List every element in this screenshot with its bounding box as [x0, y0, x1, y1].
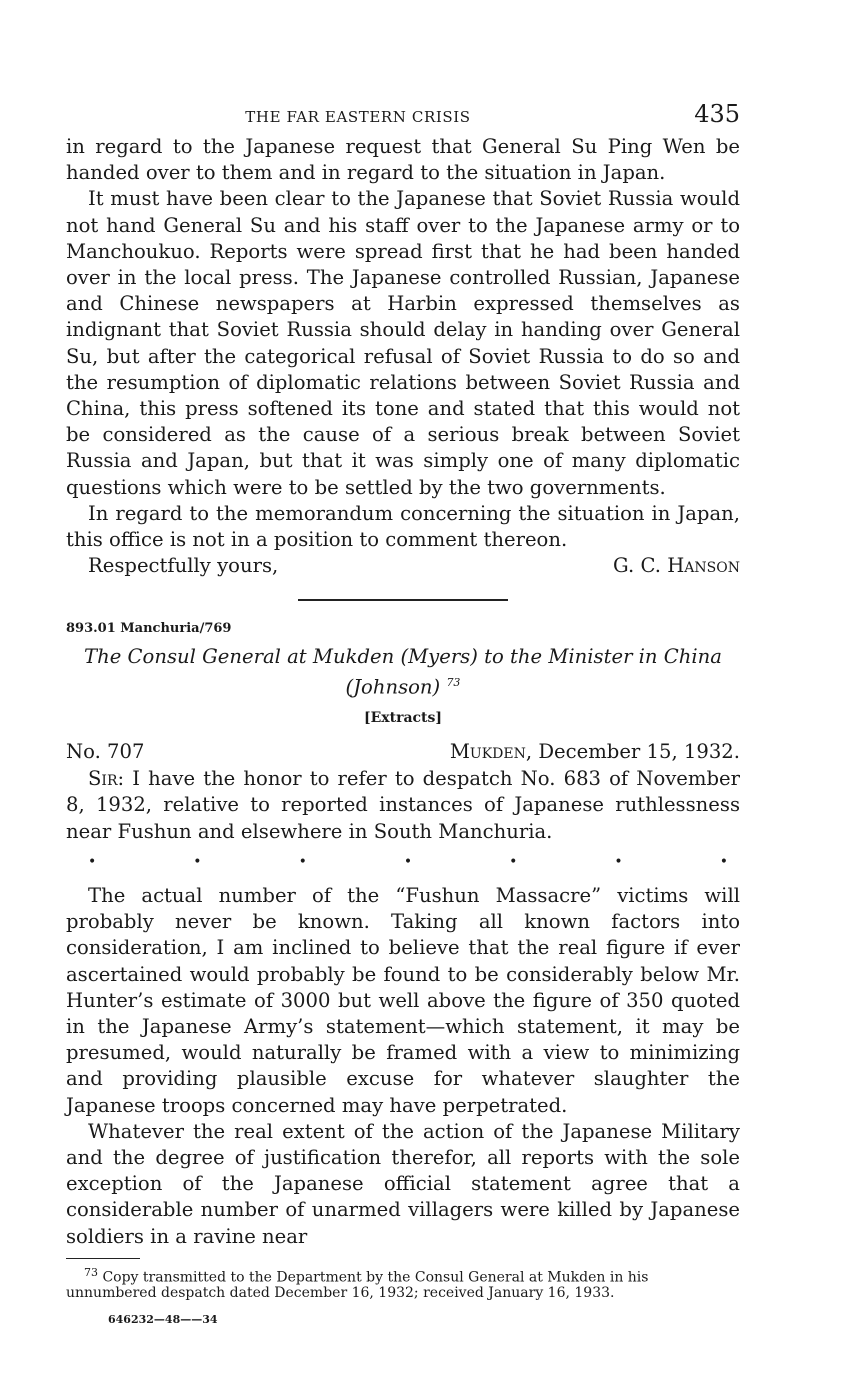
section-divider: [298, 599, 508, 601]
signature: [613, 553, 740, 579]
closing-line: [66, 553, 740, 579]
printer-line: 646232—48——34: [108, 1313, 218, 1327]
file-reference: 893.01 Manchuria/769: [66, 620, 232, 636]
ellipsis-row: [88, 855, 728, 869]
running-head: THE FAR EASTERN CRISIS: [245, 108, 471, 126]
despatch-number: No. 707: [66, 740, 145, 764]
footnote-divider: [66, 1258, 140, 1259]
paragraph: It must have been clear to the Japanese that Soviet Russia would not hand General Su and his staff over to the Japanese army or to Manchoukuo. Reports were spread first that he had been handed over in the local press. The Japanese controlled Russian, Japanese and Chinese newspapers at Harbin expressed themselves as indignant that Soviet Russia should delay in handing over General Su, but after the categorical refusal of Soviet Russia to do so and the resumption of diplomatic relations between Soviet Russia and China, this press softened its tone and stated that this would not be considered as the cause of a serious break between Soviet Russia and Japan, but that it was simply one of many diplomatic questions which were to be settled by the two governments.: [66, 187, 740, 499]
page-number: 435: [694, 100, 740, 128]
signature-initials: G. C.: [613, 554, 668, 578]
valediction: Respectfully yours,: [88, 554, 279, 578]
place-date: [450, 740, 740, 763]
document-title-text: The Consul General at Mukden (Myers) to the Minister in China (Johnson): [84, 644, 722, 699]
salutation: Sir: [88, 767, 118, 791]
page-header: [66, 100, 740, 134]
paragraph: In regard to the memorandum concerning the situation in Japan, this office is not in a position to comment thereon.: [66, 501, 740, 552]
place: Mukden: [449, 740, 526, 764]
opening-paragraph: [66, 766, 740, 845]
date: , December 15, 1932.: [525, 740, 740, 764]
ellipsis-dot: •: [614, 853, 623, 870]
ellipsis-dot: •: [298, 853, 307, 870]
paragraph: The actual number of the “Fushun Massacre” victims will probably never be known. Taking all known factors into consideration, I am inclined to believe that the real figure if ever ascertained would probably be found to be considerably below Mr. Hunter’s estimate of 3000 but well above the figure of 350 quoted in the Japanese Army’s statement—which statement, it may be presumed, would naturally be framed with a view to minimizing and providing plausible excuse for whatever slaughter the Japanese troops concerned may have perpetrated.: [66, 883, 740, 1117]
extracts-label: [Extracts]: [363, 710, 443, 727]
footnote: [66, 1265, 740, 1302]
paragraph: in regard to the Japanese request that General Su Ping Wen be handed over to them and in regard to the situation in Japan.: [66, 135, 740, 185]
paragraph: Whatever the real extent of the action of the Japanese Military and the degree of justification therefor, all reports with the sole exception of the Japanese official statement agree that a considerable number of unarmed villagers were killed by Japanese soldiers in a ravine near: [66, 1119, 740, 1248]
dateline: [66, 738, 740, 766]
footnote-marker: 73: [446, 675, 461, 689]
ellipsis-dot: •: [719, 853, 728, 870]
ellipsis-dot: •: [509, 853, 518, 870]
ellipsis-dot: •: [193, 853, 202, 870]
opening-text: : I have the honor to refer to despatch No. 683 of November 8, 1932, relative to reported instances of Japanese ruthlessness near Fushun and elsewhere in South Manchuria.: [66, 767, 740, 843]
ellipsis-dot: •: [88, 853, 97, 870]
footnote-text: Copy transmitted to the Department by the Consul General at Mukden in his unnumbered despatch dated December 16, 1932; received January 16, 1933.: [66, 1269, 649, 1302]
footnote-number: 73: [84, 1265, 98, 1279]
document-page: [66, 100, 740, 1326]
signature-surname: Hanson: [667, 554, 740, 578]
document-title: [66, 644, 740, 701]
ellipsis-dot: •: [403, 853, 413, 870]
